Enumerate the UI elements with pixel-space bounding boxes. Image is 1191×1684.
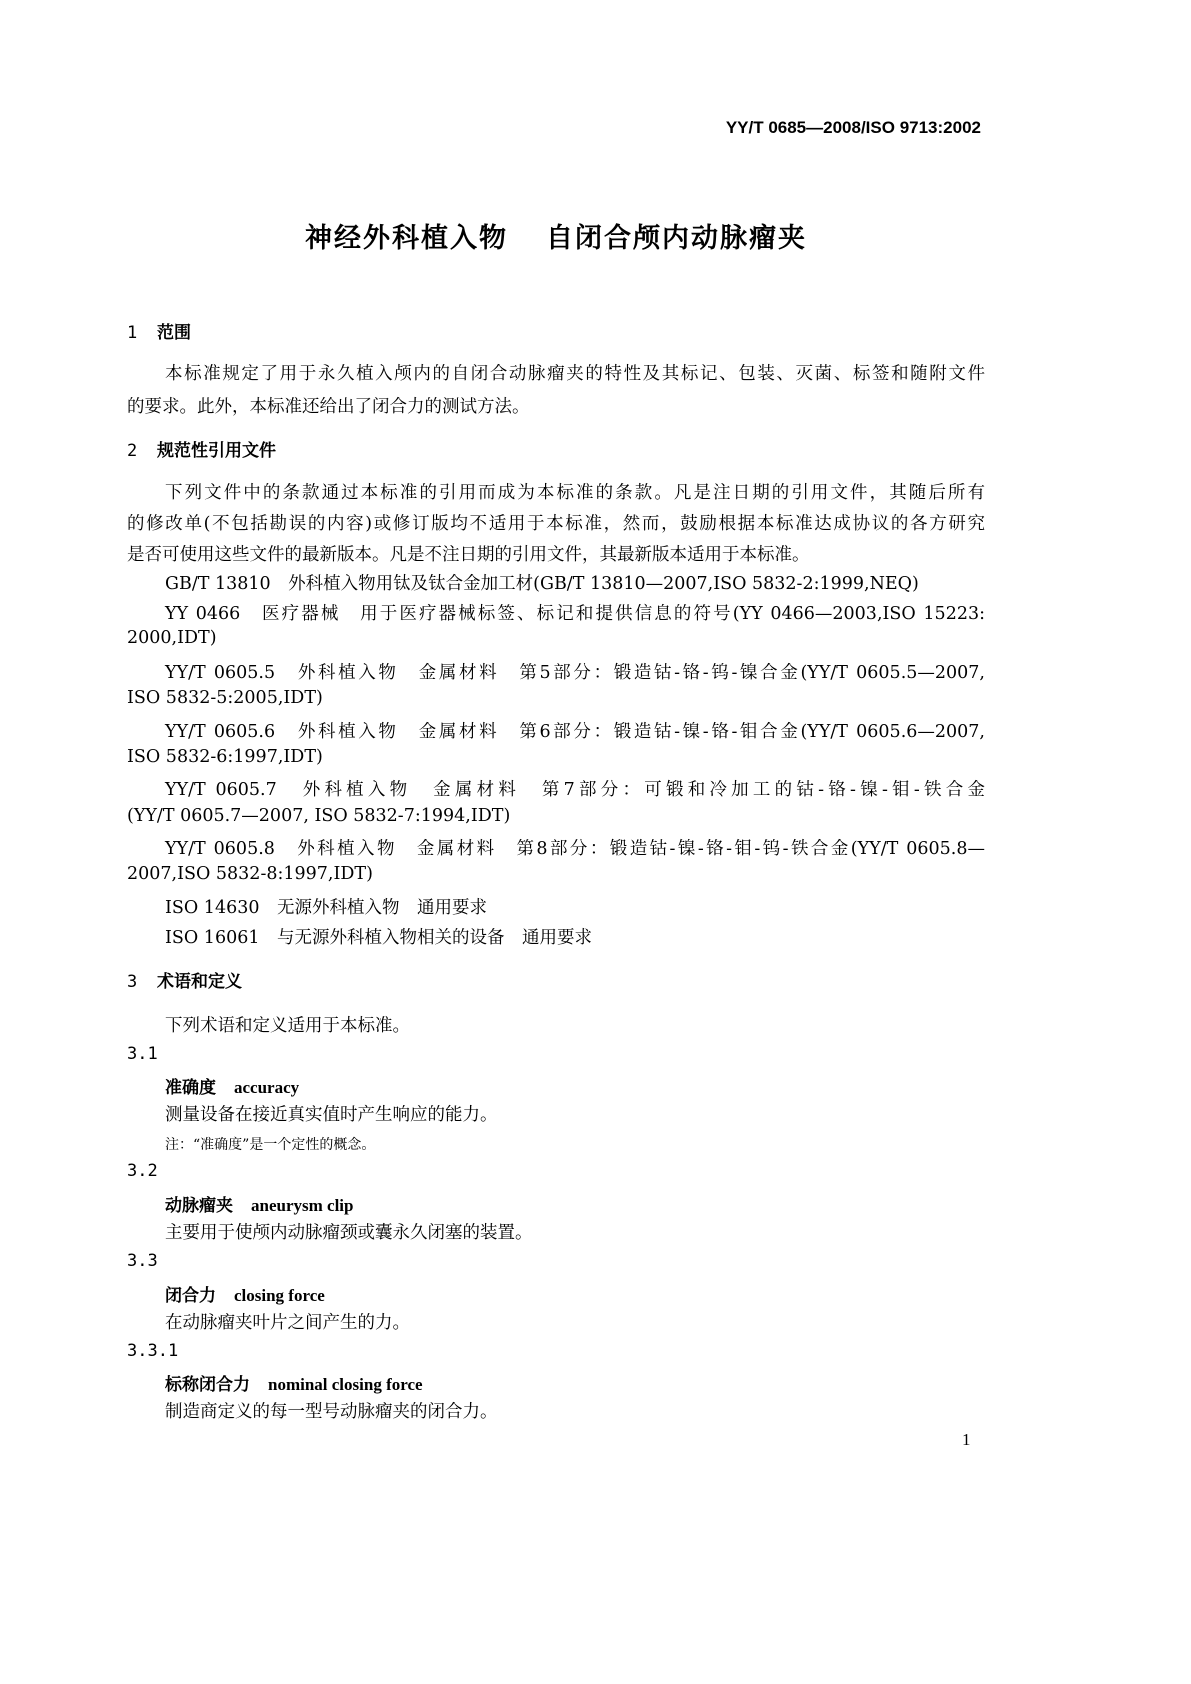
reference-yyt-0605-8-line-1: YY/T 0605.8 外科植入物 金属材料 第8部分：锻造钴-镍-铬-钼-钨-铁合金(YY/T 0605.8—	[165, 839, 985, 859]
reference-yyt-0605-6-line-2: ISO 5832-6:1997,IDT)	[127, 747, 323, 767]
term-heading-accuracy: 准确度 accuracy	[165, 1078, 300, 1098]
reference-yyt-0605-5-line-2: ISO 5832-5:2005,IDT)	[127, 688, 323, 708]
section-number: 2	[127, 441, 138, 461]
term-definition: 测量设备在接近真实值时产生响应的能力。	[165, 1105, 498, 1125]
reference-yyt-0605-6-line-1: YY/T 0605.6 外科植入物 金属材料 第6部分：锻造钴-镍-铬-钼合金(YY/T 0605.6—2007,	[165, 722, 985, 742]
normative-paragraph-line-2: 的修改单(不包括勘误的内容)或修订版均不适用于本标准，然而，鼓励根据本标准达成协议的各方研究	[127, 514, 985, 534]
page-number: 1	[962, 1430, 971, 1449]
normative-paragraph-line-1: 下列文件中的条款通过本标准的引用而成为本标准的条款。凡是注日期的引用文件，其随后所有	[165, 483, 985, 503]
section-number: 1	[127, 323, 138, 343]
terms-intro: 下列术语和定义适用于本标准。	[165, 1016, 410, 1036]
section-title: 术语和定义	[157, 972, 242, 992]
reference-iso-16061: ISO 16061 与无源外科植入物相关的设备 通用要求	[165, 928, 592, 948]
term-note: 注：“准确度”是一个定性的概念。	[165, 1137, 376, 1153]
term-definition: 在动脉瘤夹叶片之间产生的力。	[165, 1313, 410, 1333]
term-number: 3.1	[127, 1044, 158, 1064]
section-title: 范围	[157, 323, 191, 343]
term-definition: 制造商定义的每一型号动脉瘤夹的闭合力。	[165, 1402, 498, 1422]
reference-yyt-0605-8-line-2: 2007,ISO 5832-8:1997,IDT)	[127, 864, 373, 884]
reference-yy-0466-line-2: 2000,IDT)	[127, 628, 217, 648]
reference-yy-0466-line-1: YY 0466 医疗器械 用于医疗器械标签、标记和提供信息的符号(YY 0466—2003,ISO 15223:	[165, 604, 985, 624]
section-number: 3	[127, 972, 138, 992]
reference-yyt-0605-7-line-2: (YY/T 0605.7—2007, ISO 5832-7:1994,IDT)	[127, 806, 511, 826]
section-1-heading	[127, 318, 191, 343]
section-2-heading	[127, 436, 276, 461]
title-part-2: 自闭合颅内动脉瘤夹	[546, 223, 807, 254]
title-part-1: 神经外科植入物	[305, 223, 508, 254]
section-title: 规范性引用文件	[157, 441, 276, 461]
normative-paragraph-line-3: 是否可使用这些文件的最新版本。凡是不注日期的引用文件，其最新版本适用于本标准。	[127, 545, 810, 565]
term-heading-closing-force: 闭合力 closing force	[165, 1286, 325, 1306]
term-number: 3.3.1	[127, 1341, 179, 1361]
term-heading-aneurysm-clip: 动脉瘤夹 aneurysm clip	[165, 1196, 354, 1216]
scope-paragraph-line-2: 的要求。此外，本标准还给出了闭合力的测试方法。	[127, 397, 530, 417]
term-number: 3.2	[127, 1161, 158, 1181]
standard-code: YY/T 0685—2008/ISO 9713:2002	[725, 118, 981, 137]
term-definition: 主要用于使颅内动脉瘤颈或囊永久闭塞的装置。	[165, 1223, 533, 1243]
term-heading-nominal-closing-force: 标称闭合力 nominal closing force	[165, 1375, 423, 1395]
term-number: 3.3	[127, 1251, 158, 1271]
document-title	[305, 216, 807, 255]
section-3-heading	[127, 967, 242, 992]
reference-yyt-0605-5-line-1: YY/T 0605.5 外科植入物 金属材料 第5部分：锻造钴-铬-钨-镍合金(YY/T 0605.5—2007,	[165, 663, 985, 683]
reference-gbt-13810: GB/T 13810 外科植入物用钛及钛合金加工材(GB/T 13810—2007,ISO 5832-2:1999,NEQ)	[165, 574, 919, 594]
scope-paragraph-line-1: 本标准规定了用于永久植入颅内的自闭合动脉瘤夹的特性及其标记、包装、灭菌、标签和随附文件	[165, 364, 985, 384]
reference-yyt-0605-7-line-1: YY/T 0605.7 外科植入物 金属材料 第7部分：可锻和冷加工的钴-铬-镍-钼-铁合金	[165, 780, 985, 800]
reference-iso-14630: ISO 14630 无源外科植入物 通用要求	[165, 898, 487, 918]
